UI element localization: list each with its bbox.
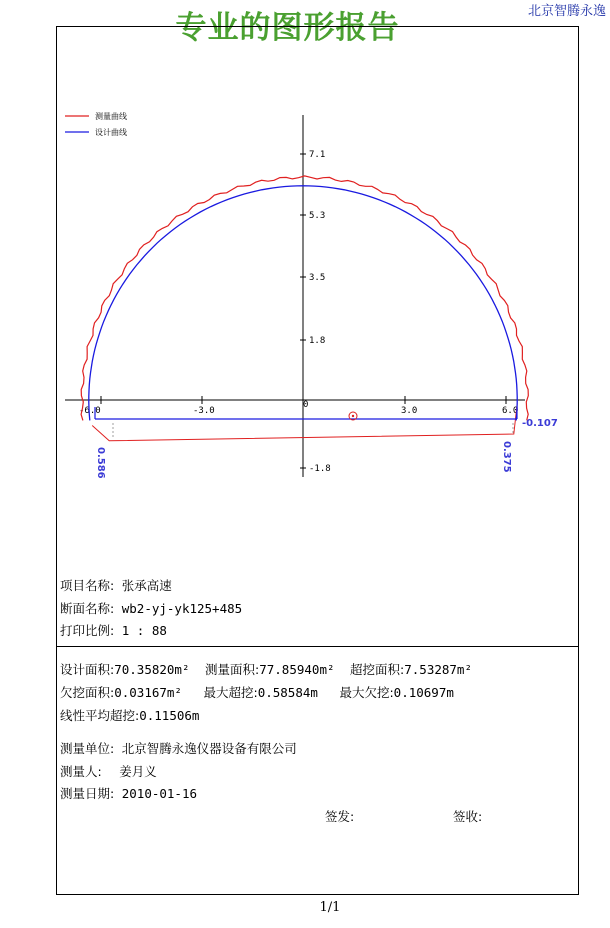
chart-legend [65,111,127,137]
legend-measured-label: 测量曲线 [95,112,127,121]
max-under-label: 最大欠挖: [339,685,394,700]
survey-date-label: 测量日期: [60,786,115,801]
avg-over-value: 0.11506m [139,708,200,723]
design-area-value: 70.35820m² [114,662,190,677]
over-area-label: 超挖面积: [350,662,405,677]
survey-unit-label: 测量单位: [60,741,115,756]
surveyor-row [60,762,157,780]
measured-area-value: 77.85940m² [259,662,335,677]
x-tick-label: 0 [303,400,309,410]
issue-signature [325,807,354,825]
company-tag: 北京智腾永逸 [527,4,606,19]
section-name-label: 断面名称: [60,601,115,616]
measured-area-label: 测量面积: [205,662,260,677]
stats-row-2 [60,683,454,701]
y-tick-label: 1.8 [309,336,326,346]
section-name-row [60,599,242,617]
y-tick-label: -1.8 [309,464,331,474]
receive-label: 签收: [453,809,483,824]
legend-design-label: 设计曲线 [95,128,127,137]
y-tick-label: 3.5 [309,273,326,283]
issue-label: 签发: [325,809,355,824]
annotation-bottom-right: 0.375 [501,441,512,473]
survey-date-row [60,784,197,802]
design-area-label: 设计面积: [60,662,115,677]
max-over-value: 0.58584m [257,685,318,700]
print-scale-row [60,621,167,639]
receive-signature [453,807,482,825]
x-tick-label: 3.0 [401,406,418,416]
project-name-value: 张承高速 [121,578,172,593]
avg-over-label: 线性平均超挖: [60,708,140,723]
over-area-value: 7.53287m² [404,662,472,677]
report-frame [56,26,579,895]
stats-row-1 [60,660,472,678]
x-tick-label: -3.0 [193,406,215,416]
survey-unit-value: 北京智腾永逸仪器设备有限公司 [121,741,297,756]
surveyor-value: 姜月义 [119,764,157,779]
survey-date-value: 2010-01-16 [121,786,198,801]
under-area-value: 0.03167m² [114,685,182,700]
max-under-value: 0.10697m [393,685,454,700]
page-number: 1/1 [319,900,341,915]
section-name-value: wb2-yj-yk125+485 [121,601,243,616]
under-area-label: 欠挖面积: [60,685,115,700]
annotation-right-side: -0.107 [522,418,558,429]
surveyor-label: 测量人: [60,764,102,779]
y-tick-label: 7.1 [309,150,326,160]
section-divider [57,646,578,647]
project-name-row [60,576,172,594]
max-over-label: 最大超挖: [203,685,258,700]
project-name-label: 项目名称: [60,578,115,593]
annotation-bottom-left: 0.586 [95,447,106,479]
y-tick-label: 5.3 [309,211,326,221]
print-scale-value: 1 : 88 [121,623,167,638]
stats-row-3 [60,706,199,724]
measured-curve [81,176,528,421]
profile-chart [57,27,580,567]
x-tick-label: -6.0 [79,406,101,416]
survey-unit-row [60,739,297,757]
page-title: 专业的图形报告 [175,10,400,46]
x-tick-label: 6.0 [502,406,519,416]
print-scale-label: 打印比例: [60,623,115,638]
